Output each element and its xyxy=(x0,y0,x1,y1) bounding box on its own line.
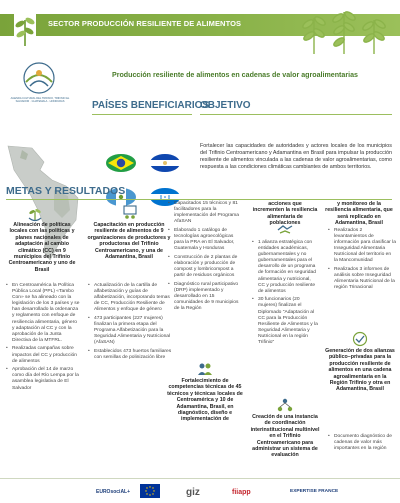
col5-title: Generación de dos alianzas público–privadas para la producción resiliente de alimentos en una cadena agroalimentaria en la Región Trifinio y otra en Adamantina, Brasil xyxy=(325,348,395,393)
col2-list xyxy=(88,283,172,364)
list-item: • Documento diagnóstico de cadenas de valor más importantes en la región xyxy=(328,434,396,452)
plant-logo-icon xyxy=(14,6,36,50)
col4-top-title: acciones que incrementen la resiliencia alimentaria de poblaciones xyxy=(252,201,318,227)
list-item: • Realizados 2 levantamientos de información para clasificar la Inseguridad Alimentaria Nutricional del territorio en la Mancomunidad xyxy=(328,228,396,265)
list-item: • Elaborado 1 catálogo de tecnologías agroecológicas para la PRA en El Salvador, Guatemala y Honduras xyxy=(168,228,240,252)
list-item: • Capacitados 15 técnicos y 81 facilitadores para la implementación del Programa AfaSAN xyxy=(168,201,240,225)
col2-title: Capacitación en producción resiliente de alimentos de 9 organizaciones de productores y productoras del Trifinio Centroamericano, y una de Adamantina, Brasil xyxy=(87,222,171,261)
training-icon xyxy=(121,203,139,221)
objetivo-rule xyxy=(200,114,392,115)
eurosocial-logo: EUROsociAL+ xyxy=(96,489,131,495)
brazil-flag-icon xyxy=(106,154,136,172)
col5-list-2 xyxy=(328,434,396,455)
agenda-trifinio-logo xyxy=(8,60,70,100)
objetivo-heading: OBJETIVO xyxy=(200,100,251,111)
list-item: • 30 funcionarios (20 mujeres) finalizan el Diplomado "Adaptación al CC para la Producción Resiliente de Alimentos y la Seguridad Alimentaria y Nutricional en la región Trifinio" xyxy=(252,297,318,346)
footer xyxy=(0,478,400,503)
list-item: • Aprobación del 14 de marzo como día del Río Lempa por la asamblea legislativa de El Salvador xyxy=(6,367,80,391)
expertise-france-logo: EXPERTISE FRANCE xyxy=(290,489,339,495)
col4-title: Creación de una instancia de coordinación interinstitucional multinivel en el Trifinio Centroamericano para administrar un sistema de evaluación xyxy=(250,414,320,459)
metas-heading: METAS Y RESULTADOS xyxy=(6,185,126,197)
list-item: • 473 participantes (227 mujeres) finalizan la primera etapa del Programa Alfabetización para la Seguridad Alimentaria y Nutricional (AfaSAN) xyxy=(88,316,172,346)
col1-title: Alineación de políticas locales con las políticas y planes nacionales de adaptación al cambio climático (CC) en 9 municipios del Trifinio Centroamericano y uno de Brasil xyxy=(8,222,76,273)
list-item: • Realizados 3 informes de análisis sobre Inseguridad Alimentaria Nutricional de la región Trinacional xyxy=(328,267,396,291)
footer-rule xyxy=(0,478,400,479)
brand-name: AGENDA CULTURAL DEL TRIFINIO, TRIFINIO EL SALVADOR · GUATEMALA · HONDURAS xyxy=(10,97,70,104)
list-item: • Realizadas campañas sobre impactos del CC y producción de alimentos xyxy=(6,346,80,364)
list-item: • 1 alianza estratégica con entidades académicas, gubernamentales y no gubernamentales para el desarrollo de un programa de formación en seguridad alimentaria y nutricional, CC y producción resiliente de alimentos xyxy=(252,240,318,295)
col1-list xyxy=(6,283,80,394)
giz-logo: giz xyxy=(186,486,200,498)
col3-title: Fortalecimiento de competencias técnicas de 45 técnicos y técnicas locales de Centroamérica y 10 de Adamantina, Brasil, en diagnóstico, diseño e implementación de xyxy=(167,378,243,423)
partnership-icon xyxy=(351,330,369,348)
el-salvador-flag-icon xyxy=(150,154,180,172)
list-item: • Actualización de la cartilla de alfabetización y guías de alfabetización, incorporando temas de CC, Producción Resiliente de Alimentos y enfoque de género xyxy=(88,283,172,313)
alliance-icon xyxy=(276,220,294,238)
list-item: • Establecidos 473 huertos familiares con semillas de polinización libre xyxy=(88,349,172,361)
col5-list xyxy=(328,228,396,294)
coordination-icon xyxy=(276,396,294,414)
eu-flag-icon xyxy=(140,484,160,498)
fiiapp-logo: fiiapp xyxy=(232,488,251,496)
beneficiarios-heading: PAÍSES BENEFICIARIOS xyxy=(92,100,210,111)
header-title: SECTOR PRODUCCIÓN RESILIENTE DE ALIMENTOS xyxy=(48,19,242,28)
col3-list xyxy=(168,201,240,315)
list-item: • En Centroamérica la Política Pública Local (PPL) «Tambo Con» se ha alineado con la legislación de los 3 países y se han desarrollado la ordenanza y reglamento con enfoque de resiliencia alimentaria, género y adaptación al CC y con la aprobación de la Junta Directiva de la MTFRL. xyxy=(6,283,80,344)
col5-top-title: y monitoreo de la resiliencia alimentaria, que será replicado en Adamantina, Brasil xyxy=(325,201,393,227)
header xyxy=(0,0,400,55)
col4-list xyxy=(252,240,318,349)
plant-hands-icon xyxy=(26,205,44,223)
list-item: • Construcción de 2 plantas de elaboración y producción de compost y lombricompost a partir de residuos orgánicos xyxy=(168,255,240,279)
page-subtitle: Producción resiliente de alimentos en cadenas de valor agroalimentarias xyxy=(111,71,358,79)
sprouts-icon xyxy=(294,6,394,56)
list-item: • Diagnóstico rural participativo (DRP) implementado y desarrollado en 15 comunidades de 9 municipios de la Región xyxy=(168,282,240,312)
objetivo-text: Fortalecer las capacidades de autoridades y actores locales de los municipios del Trifinio Centroamericano y Adamantina en Brasil para impulsar la producción resiliente de alimentos vinculada a las cadenas de valor agroalimentarias, como respuesta a las condiciones climáticas cambiantes de ambos territorios. xyxy=(200,143,392,171)
technicians-icon xyxy=(196,360,214,378)
beneficiarios-rule xyxy=(92,114,192,115)
metas-rule xyxy=(6,199,392,200)
